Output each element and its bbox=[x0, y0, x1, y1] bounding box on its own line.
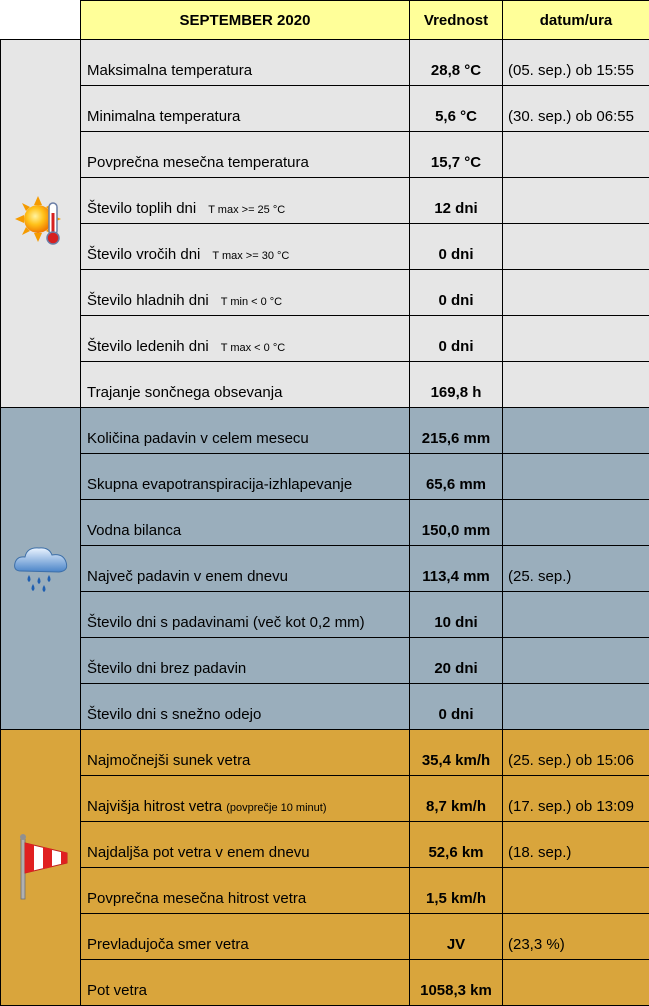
table-row bbox=[1, 914, 649, 960]
row-label: Skupna evapotranspiracija-izhlapevanje bbox=[87, 476, 352, 493]
row-datetime bbox=[503, 454, 649, 500]
row-value: 65,6 mm bbox=[410, 454, 503, 500]
row-label-cell bbox=[81, 822, 410, 868]
row-value: 1,5 km/h bbox=[410, 868, 503, 914]
table-row bbox=[1, 592, 649, 638]
row-label-cell bbox=[81, 40, 410, 86]
table-row bbox=[1, 316, 649, 362]
row-label: Število dni s snežno odejo bbox=[87, 706, 261, 723]
row-value: 215,6 mm bbox=[410, 408, 503, 454]
row-datetime bbox=[503, 270, 649, 316]
row-label-cell bbox=[81, 960, 410, 1006]
row-datetime: (30. sep.) ob 06:55 bbox=[503, 86, 649, 132]
row-label: Vodna bilanca bbox=[87, 522, 181, 539]
row-label: Količina padavin v celem mesecu bbox=[87, 430, 309, 447]
row-value: 52,6 km bbox=[410, 822, 503, 868]
row-label: Povprečna mesečna temperatura bbox=[87, 154, 309, 171]
section-icon-cell bbox=[1, 40, 81, 408]
row-label: Pot vetra bbox=[87, 982, 147, 999]
header-blank-cell bbox=[1, 1, 81, 40]
row-value: 35,4 km/h bbox=[410, 730, 503, 776]
section-icon-cell bbox=[1, 408, 81, 730]
table-row bbox=[1, 40, 649, 86]
row-label-cell bbox=[81, 592, 410, 638]
section-icon-cell bbox=[1, 730, 81, 1006]
row-datetime bbox=[503, 224, 649, 270]
row-label-cell bbox=[81, 454, 410, 500]
row-datetime bbox=[503, 178, 649, 224]
row-datetime: (25. sep.) ob 15:06 bbox=[503, 730, 649, 776]
row-label-cell bbox=[81, 316, 410, 362]
row-datetime bbox=[503, 408, 649, 454]
row-label: Minimalna temperatura bbox=[87, 108, 240, 125]
table-row bbox=[1, 868, 649, 914]
row-datetime: (25. sep.) bbox=[503, 546, 649, 592]
row-datetime bbox=[503, 638, 649, 684]
row-label-cell bbox=[81, 86, 410, 132]
row-condition: T min < 0 °C bbox=[221, 296, 282, 308]
row-value: 12 dni bbox=[410, 178, 503, 224]
row-value: 15,7 °C bbox=[410, 132, 503, 178]
table-row bbox=[1, 362, 649, 408]
table-row bbox=[1, 638, 649, 684]
row-datetime bbox=[503, 592, 649, 638]
row-datetime bbox=[503, 960, 649, 1006]
row-label-cell bbox=[81, 546, 410, 592]
row-label: Maksimalna temperatura bbox=[87, 62, 252, 79]
row-datetime: (05. sep.) ob 15:55 bbox=[503, 40, 649, 86]
row-value: 113,4 mm bbox=[410, 546, 503, 592]
row-value: JV bbox=[410, 914, 503, 960]
row-label-cell bbox=[81, 178, 410, 224]
row-label-cell bbox=[81, 914, 410, 960]
row-datetime bbox=[503, 684, 649, 730]
row-label: Trajanje sončnega obsevanja bbox=[87, 384, 282, 401]
row-label: Število vročih dni bbox=[87, 246, 200, 263]
row-value: 0 dni bbox=[410, 684, 503, 730]
row-datetime: (18. sep.) bbox=[503, 822, 649, 868]
row-label: Prevladujoča smer vetra bbox=[87, 936, 249, 953]
table-row bbox=[1, 408, 649, 454]
table-row bbox=[1, 500, 649, 546]
row-condition: T max >= 25 °C bbox=[208, 204, 285, 216]
row-label: Najdaljša pot vetra v enem dnevu bbox=[87, 844, 310, 861]
row-label: Najvišja hitrost vetra bbox=[87, 798, 222, 815]
row-value: 10 dni bbox=[410, 592, 503, 638]
row-label-cell bbox=[81, 684, 410, 730]
row-label: Število ledenih dni bbox=[87, 338, 209, 355]
table-row bbox=[1, 776, 649, 822]
row-value: 1058,3 km bbox=[410, 960, 503, 1006]
table-row bbox=[1, 822, 649, 868]
windsock-icon bbox=[9, 888, 73, 905]
row-value: 0 dni bbox=[410, 270, 503, 316]
row-datetime bbox=[503, 868, 649, 914]
row-datetime: (23,3 %) bbox=[503, 914, 649, 960]
row-value: 169,8 h bbox=[410, 362, 503, 408]
row-label: Največ padavin v enem dnevu bbox=[87, 568, 288, 585]
row-condition: T max >= 30 °C bbox=[212, 250, 289, 262]
row-label-cell bbox=[81, 776, 410, 822]
row-note: (povprečje 10 minut) bbox=[226, 802, 326, 814]
table-row bbox=[1, 224, 649, 270]
row-value: 0 dni bbox=[410, 224, 503, 270]
table-row bbox=[1, 132, 649, 178]
row-condition: T max < 0 °C bbox=[221, 342, 285, 354]
value-column-header: Vrednost bbox=[410, 1, 503, 40]
row-label-cell bbox=[81, 224, 410, 270]
row-label: Število dni brez padavin bbox=[87, 660, 246, 677]
row-label-cell bbox=[81, 270, 410, 316]
row-label: Število dni s padavinami (več kot 0,2 mm) bbox=[87, 614, 365, 631]
row-label-cell bbox=[81, 730, 410, 776]
datetime-column-header: datum/ura bbox=[503, 1, 649, 40]
table-row bbox=[1, 960, 649, 1006]
row-label-cell bbox=[81, 500, 410, 546]
row-label-cell bbox=[81, 132, 410, 178]
sun-thermometer-icon bbox=[12, 238, 70, 255]
table-row bbox=[1, 684, 649, 730]
table-row bbox=[1, 178, 649, 224]
row-value: 5,6 °C bbox=[410, 86, 503, 132]
rain-cloud-icon bbox=[11, 580, 71, 597]
row-value: 150,0 mm bbox=[410, 500, 503, 546]
table-row bbox=[1, 546, 649, 592]
row-value: 20 dni bbox=[410, 638, 503, 684]
period-title: SEPTEMBER 2020 bbox=[81, 1, 410, 40]
row-datetime bbox=[503, 500, 649, 546]
table-row bbox=[1, 86, 649, 132]
row-value: 28,8 °C bbox=[410, 40, 503, 86]
row-datetime bbox=[503, 316, 649, 362]
row-datetime bbox=[503, 362, 649, 408]
row-label: Najmočnejši sunek vetra bbox=[87, 752, 250, 769]
row-value: 0 dni bbox=[410, 316, 503, 362]
table-row bbox=[1, 454, 649, 500]
table-row bbox=[1, 270, 649, 316]
row-label-cell bbox=[81, 362, 410, 408]
row-label-cell bbox=[81, 408, 410, 454]
row-label-cell bbox=[81, 868, 410, 914]
row-value: 8,7 km/h bbox=[410, 776, 503, 822]
table-row bbox=[1, 730, 649, 776]
header-row bbox=[1, 1, 649, 40]
row-label: Število toplih dni bbox=[87, 200, 196, 217]
row-datetime: (17. sep.) ob 13:09 bbox=[503, 776, 649, 822]
row-datetime bbox=[503, 132, 649, 178]
row-label-cell bbox=[81, 638, 410, 684]
row-label: Povprečna mesečna hitrost vetra bbox=[87, 890, 306, 907]
row-label: Število hladnih dni bbox=[87, 292, 209, 309]
